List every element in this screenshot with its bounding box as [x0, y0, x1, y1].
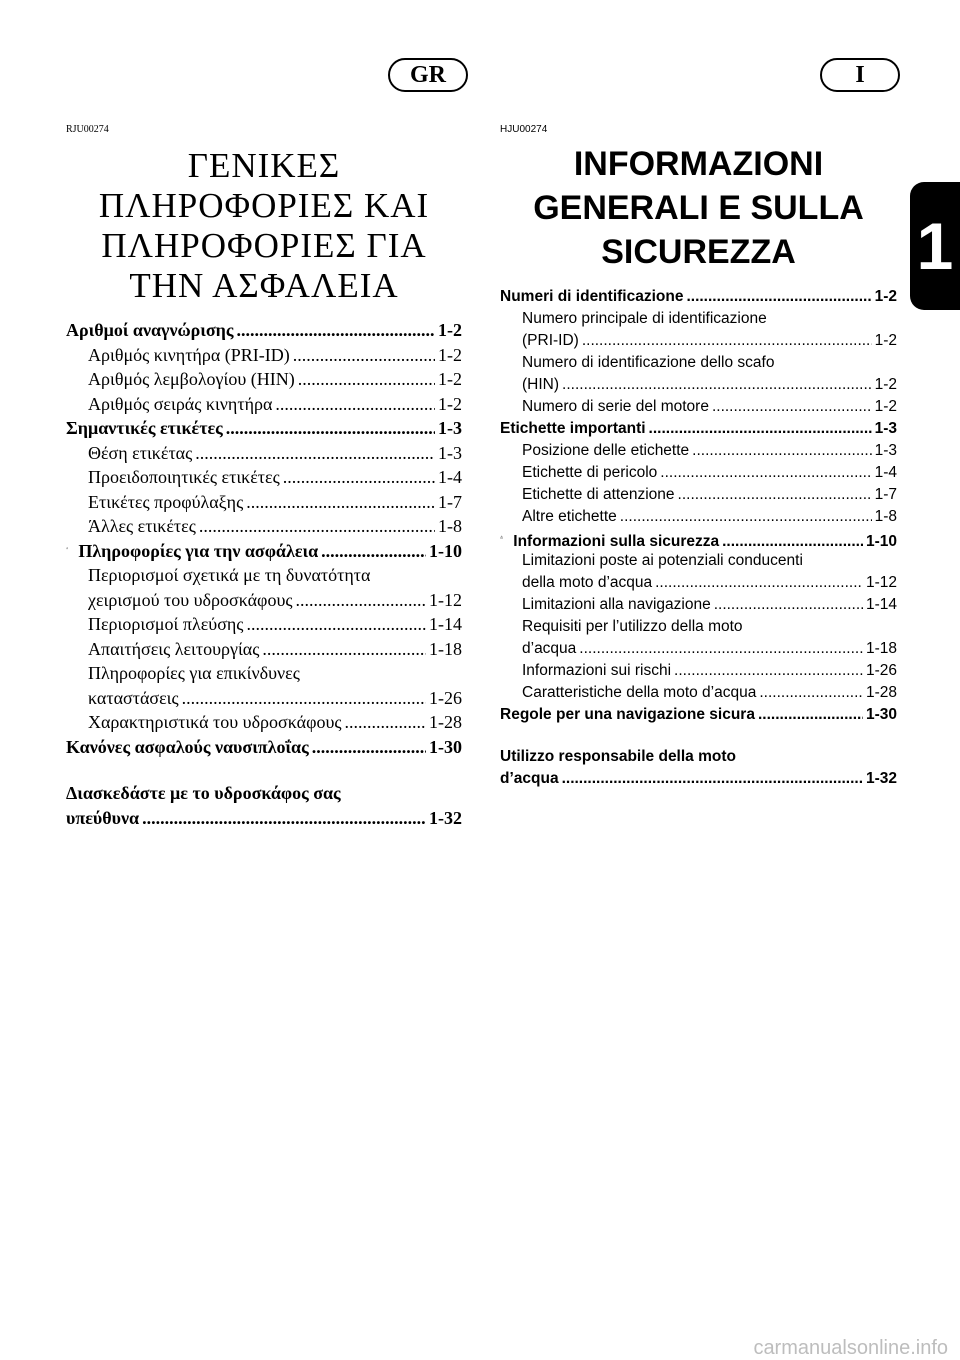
greek-column	[66, 124, 462, 830]
language-badge-italian: I	[820, 58, 900, 92]
toc-page-number: 1-32	[865, 770, 897, 787]
toc-entry-label: Αριθμός λεμβολογίου (HIN)	[88, 369, 295, 389]
toc-entry[interactable]	[66, 735, 462, 760]
toc-page-number: 1-18	[429, 638, 462, 659]
toc-entry[interactable]	[66, 416, 462, 441]
toc-entry-label: Regole per una navigazione sicura	[500, 706, 755, 723]
toc-entry-label: d’acqua	[500, 770, 559, 787]
toc-page-number: 1-4	[438, 467, 462, 487]
toc-page-number: 1-4	[874, 464, 897, 481]
toc-entry	[500, 308, 897, 330]
toc-page-number: 1-26	[865, 662, 897, 679]
toc-page-number: 1-7	[874, 486, 897, 503]
toc-page-number: 1-32	[429, 807, 462, 828]
title-line: ΠΛΗΡΟΦΟΡΙΕΣ ΓΙΑ	[101, 226, 427, 265]
toc-page-number: 1-3	[874, 442, 897, 459]
table-of-contents	[500, 286, 897, 790]
toc-entry	[500, 550, 897, 572]
title-line: ΤΗΝ ΑΣΦΑΛΕΙΑ	[129, 266, 399, 305]
toc-page-number: 1-28	[865, 684, 897, 701]
toc-entry-label: Απαιτήσεις λειτουργίας	[88, 638, 260, 659]
toc-page-number: 1-12	[429, 589, 462, 610]
toc-entry	[500, 616, 897, 638]
toc-leader-dots	[758, 704, 863, 726]
toc-entry-label: Περιορισμοί πλεύσης	[88, 614, 244, 634]
toc-page-number: 1-7	[438, 491, 462, 512]
toc-leader-dots	[298, 367, 435, 392]
toc-page-number: 1-14	[429, 614, 462, 634]
toc-page-number: 1-2	[874, 376, 897, 393]
toc-entry[interactable]	[500, 682, 897, 704]
toc-entry[interactable]	[66, 710, 462, 735]
title-line: ΠΛΗΡΟΦΟΡΙΕΣ ΚΑΙ	[98, 186, 430, 225]
toc-entry[interactable]	[66, 343, 462, 368]
toc-leader-dots	[649, 418, 872, 440]
toc-entry-label: Etichette di attenzione	[522, 486, 675, 503]
toc-entry-label: Διασκεδάστε με το υδροσκάφος σας	[66, 783, 341, 803]
title-line: INFORMAZIONI	[573, 145, 824, 183]
toc-entry[interactable]	[500, 330, 897, 352]
chapter-tab[interactable]: 1	[910, 182, 960, 310]
toc-entry[interactable]	[500, 704, 897, 726]
warning-triangle-icon	[500, 528, 503, 546]
toc-entry-label: Numero principale di identificazione	[522, 310, 767, 327]
toc-entry[interactable]	[500, 768, 897, 790]
toc-leader-dots	[686, 286, 871, 308]
toc-leader-dots	[295, 588, 426, 613]
toc-leader-dots	[660, 462, 871, 484]
toc-leader-dots	[246, 612, 426, 637]
toc-entry-label: Σημαντικές ετικέτες	[66, 418, 223, 438]
toc-leader-dots	[562, 374, 872, 396]
toc-leader-dots	[722, 531, 863, 550]
toc-leader-dots	[262, 637, 426, 662]
toc-entry[interactable]	[500, 484, 897, 506]
toc-page-number: 1-2	[438, 344, 462, 365]
toc-entry[interactable]	[500, 660, 897, 682]
toc-leader-dots	[582, 330, 872, 352]
toc-leader-dots	[579, 638, 863, 660]
toc-entry[interactable]	[500, 374, 897, 396]
toc-entry[interactable]	[66, 806, 462, 831]
section-code: RJU00274	[66, 124, 109, 135]
toc-entry[interactable]	[500, 286, 897, 308]
title-line: GENERALI E SULLA	[533, 189, 864, 227]
toc-entry[interactable]	[66, 637, 462, 662]
language-badge-greek: GR	[388, 58, 468, 92]
toc-entry-label: καταστάσεις	[88, 687, 179, 708]
title-line: ΓΕΝΙΚΕΣ	[187, 146, 341, 185]
toc-entry-label: Χαρακτηριστικά του υδροσκάφους	[88, 712, 342, 732]
toc-leader-dots	[714, 594, 863, 616]
toc-page-number: 1-10	[865, 533, 897, 550]
toc-leader-dots	[345, 710, 426, 735]
toc-page-number: 1-2	[438, 393, 462, 414]
toc-entry	[500, 352, 897, 374]
toc-leader-dots	[312, 735, 426, 760]
toc-entry-label: Κανόνες ασφαλούς ναυσιπλοΐας	[66, 736, 309, 757]
toc-entry[interactable]	[66, 318, 462, 343]
toc-entry[interactable]	[500, 594, 897, 616]
toc-leader-dots	[195, 441, 435, 466]
toc-leader-dots	[712, 396, 872, 418]
toc-entry[interactable]	[500, 572, 897, 594]
toc-page-number: 1-2	[874, 398, 897, 415]
title-line: SICUREZZA	[601, 233, 796, 271]
toc-leader-dots	[620, 506, 872, 528]
toc-entry-label: Caratteristiche della moto d’acqua	[522, 684, 757, 701]
toc-page-number: 1-12	[865, 574, 897, 591]
toc-leader-dots	[246, 490, 435, 515]
toc-page-number: 1-3	[874, 420, 897, 437]
toc-entry[interactable]	[500, 506, 897, 528]
toc-leader-dots	[674, 660, 863, 682]
toc-page-number: 1-2	[874, 332, 897, 349]
toc-leader-dots	[759, 682, 863, 704]
toc-leader-dots	[142, 806, 426, 831]
toc-entry[interactable]	[66, 588, 462, 613]
toc-entry-label: Numeri di identificazione	[500, 288, 684, 305]
toc-entry[interactable]	[66, 686, 462, 711]
toc-entry[interactable]	[66, 539, 462, 564]
section-title	[500, 142, 897, 274]
toc-entry[interactable]	[500, 396, 897, 418]
toc-entry[interactable]	[66, 441, 462, 466]
toc-leader-dots	[199, 514, 435, 539]
toc-entry-label: Ετικέτες προφύλαξης	[88, 491, 244, 512]
toc-entry-label: Requisiti per l’utilizzo della moto	[522, 618, 743, 635]
toc-entry-label: Προειδοποιητικές ετικέτες	[88, 467, 280, 487]
toc-entry-label: Αριθμός σειράς κινητήρα	[88, 393, 273, 414]
toc-entry	[500, 746, 897, 768]
toc-entry	[66, 563, 462, 588]
toc-entry-label: Altre etichette	[522, 508, 617, 525]
toc-entry-label: Αριθμοί αναγνώρισης	[66, 320, 234, 340]
toc-page-number: 1-2	[438, 320, 462, 340]
toc-entry-label: Πληροφορίες για την ασφάλεια	[78, 540, 319, 561]
toc-leader-dots	[236, 318, 435, 343]
toc-entry-label: χειρισμού του υδροσκάφους	[88, 589, 293, 610]
toc-entry-label: (PRI-ID)	[522, 332, 579, 349]
toc-entry-label: Πληροφορίες για επικίνδυνες	[88, 663, 300, 683]
toc-entry[interactable]	[66, 514, 462, 539]
toc-leader-dots	[692, 440, 871, 462]
toc-entry[interactable]	[66, 612, 462, 637]
toc-page-number: 1-26	[429, 687, 462, 708]
toc-leader-dots	[321, 539, 426, 564]
toc-leader-dots	[182, 686, 426, 711]
toc-page-number: 1-3	[438, 418, 462, 438]
toc-entry-label: d’acqua	[522, 640, 577, 657]
toc-entry-label: Θέση ετικέτας	[88, 442, 193, 463]
toc-entry-label: Informazioni sulla sicurezza	[513, 533, 720, 550]
toc-entry-label: υπεύθυνα	[66, 807, 140, 828]
toc-entry-label: Utilizzo responsabile della moto	[500, 748, 736, 765]
toc-entry[interactable]	[500, 638, 897, 660]
toc-entry-label: Limitazioni alla navigazione	[522, 596, 711, 613]
toc-page-number: 1-14	[865, 596, 897, 613]
toc-entry-label: Αριθμός κινητήρα (PRI-ID)	[88, 344, 290, 365]
toc-entry-label: Etichette di pericolo	[522, 464, 658, 481]
toc-leader-dots	[226, 416, 435, 441]
toc-leader-dots	[562, 768, 863, 790]
toc-entry	[66, 781, 462, 806]
toc-entry-label: Άλλες ετικέτες	[88, 516, 196, 536]
toc-page-number: 1-28	[429, 712, 462, 732]
toc-page-number: 1-2	[874, 288, 897, 305]
toc-leader-dots	[655, 572, 863, 594]
toc-leader-dots	[283, 465, 435, 490]
toc-entry-label: Περιορισμοί σχετικά με τη δυνατότητα	[88, 565, 371, 585]
toc-page-number: 1-18	[865, 640, 897, 657]
toc-entry[interactable]	[66, 465, 462, 490]
toc-entry-label: Informazioni sui rischi	[522, 662, 672, 679]
toc-leader-dots	[293, 343, 435, 368]
toc-entry-label: Numero di identificazione dello scafo	[522, 354, 775, 371]
toc-leader-dots	[678, 484, 872, 506]
toc-entry[interactable]	[66, 367, 462, 392]
toc-page-number: 1-8	[874, 508, 897, 525]
toc-entry-label: Numero di serie del motore	[522, 398, 709, 415]
toc-entry[interactable]	[500, 418, 897, 440]
toc-page-number: 1-3	[438, 442, 462, 463]
warning-triangle-icon	[66, 539, 68, 557]
toc-entry[interactable]	[500, 440, 897, 462]
table-of-contents	[66, 318, 462, 830]
toc-entry[interactable]	[500, 462, 897, 484]
toc-leader-dots	[275, 392, 435, 417]
toc-page-number: 1-30	[429, 736, 462, 757]
toc-page-number: 1-10	[429, 540, 462, 561]
toc-entry[interactable]	[66, 392, 462, 417]
section-title	[66, 146, 462, 306]
toc-entry-label: della moto d’acqua	[522, 574, 653, 591]
toc-entry-label: (HIN)	[522, 376, 560, 393]
toc-entry	[66, 661, 462, 686]
toc-entry-label: Limitazioni poste ai potenziali conducenti	[522, 552, 803, 569]
toc-entry-label: Etichette importanti	[500, 420, 646, 437]
toc-entry[interactable]	[66, 490, 462, 515]
toc-page-number: 1-2	[438, 369, 462, 389]
toc-page-number: 1-8	[438, 516, 462, 536]
italian-column	[500, 124, 897, 790]
section-code: HJU00274	[500, 124, 548, 135]
watermark: carmanualsonline.info	[753, 1337, 948, 1359]
toc-page-number: 1-30	[865, 706, 897, 723]
toc-entry[interactable]	[500, 528, 897, 550]
toc-entry-label: Posizione delle etichette	[522, 442, 690, 459]
